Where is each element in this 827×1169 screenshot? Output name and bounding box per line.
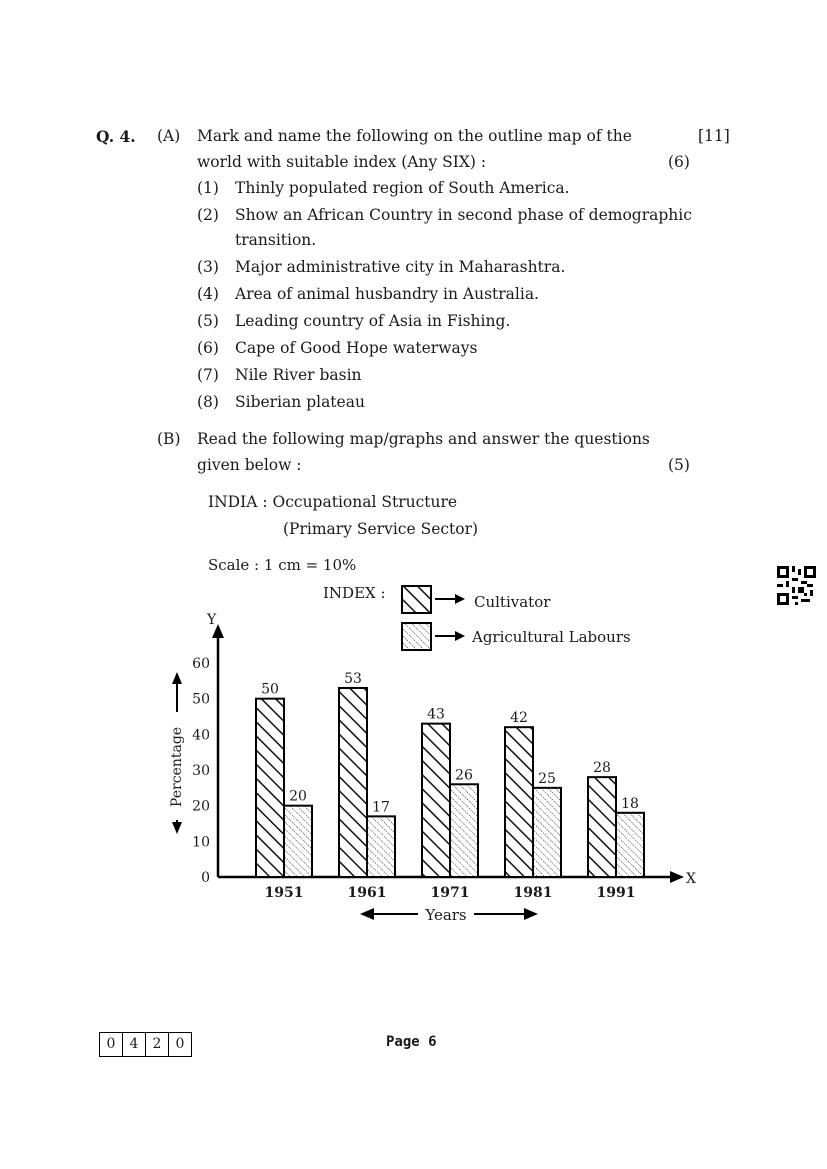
bar-value-label: 43 [427,706,445,723]
part-a-line2: world with suitable index (Any SIX) : [197,153,487,171]
bar-agricultural-labours-1961 [367,816,395,877]
x-label-arrow-right-head [524,908,538,920]
y-axis-letter: Y [207,612,217,628]
list-item-num: (6) [197,339,219,357]
list-item-text: Major administrative city in Maharashtra. [235,258,566,276]
bar-value-label: 42 [510,710,528,727]
list-item-text: Siberian plateau [235,393,365,411]
list-item-num: (4) [197,285,219,303]
bar-value-label: 25 [538,770,556,787]
x-tick-label: 1971 [430,885,470,901]
y-tick-label: 0 [201,870,210,886]
legend-swatch-cultivator [402,586,431,613]
y-label-arrow-down-head [172,822,182,834]
list-item-text: Thinly populated region of South America. [235,179,570,197]
x-tick-label: 1981 [513,885,553,901]
part-b-label: (B) [157,430,181,448]
legend-arrow-head [455,594,465,604]
bar-agricultural-labours-1981 [533,788,561,877]
list-item-num: (7) [197,366,219,384]
y-tick-label: 20 [192,798,210,815]
bar-value-label: 26 [455,767,473,784]
bar-agricultural-labours-1991 [616,813,644,877]
y-label-arrow-up-head [172,672,182,684]
y-axis-label: Percentage [169,726,185,808]
y-tick-label: 10 [192,834,210,851]
x-tick-label: 1951 [264,885,304,901]
paper-code-digit: 0 [168,1033,191,1056]
bar-value-label: 50 [261,681,279,698]
bar-value-label: 53 [344,670,362,687]
legend-index-label: INDEX : [323,584,386,602]
x-tick-labels [265,885,636,901]
paper-code-digit: 4 [122,1033,145,1056]
legend-arrow-head [455,631,465,641]
legend-swatch-agricultural-labours [402,623,431,650]
chart-subtitle: (Primary Service Sector) [283,520,479,538]
total-marks: [11] [698,127,730,145]
x-axis-label: Years [425,906,467,924]
part-a-label: (A) [157,127,181,145]
bar-value-label: 28 [593,760,611,777]
chart-title: INDIA : Occupational Structure [208,493,458,511]
bars [256,671,644,877]
part-a-marks: (6) [668,153,690,171]
x-label-arrow-left-head [360,908,374,920]
bar-value-label: 17 [372,799,390,816]
page-number: Page 6 [386,1034,437,1050]
x-axis-letter: X [686,871,696,887]
chart-scale-note: Scale : 1 cm = 10% [208,556,357,574]
bar-cultivator-1991 [588,777,616,877]
part-b-line2: given below : [197,456,302,474]
list-item-text: Cape of Good Hope waterways [235,339,478,357]
list-item-text: Leading country of Asia in Fishing. [235,312,511,330]
list-item-num: (3) [197,258,219,276]
y-tick-label: 40 [192,727,210,744]
x-tick-label: 1961 [347,885,387,901]
list-item-num: (1) [197,179,219,197]
bar-cultivator-1981 [505,727,533,877]
x-tick-label: 1991 [596,885,636,901]
y-tick-label: 50 [192,691,210,708]
bar-agricultural-labours-1951 [284,806,312,877]
y-tick-label: 30 [192,763,210,779]
part-a-line1: Mark and name the following on the outline map of the [197,127,632,145]
list-item-text: transition. [235,231,317,249]
bar-agricultural-labours-1971 [450,784,478,877]
paper-code-digit: 2 [145,1033,168,1056]
bar-value-label: 18 [621,795,639,812]
list-item-text: Show an African Country in second phase of demographic [235,206,692,224]
bar-cultivator-1961 [339,688,367,877]
legend-label-agricultural-labours: Agricultural Labours [472,628,631,646]
y-tick-labels [192,656,210,886]
bar-cultivator-1971 [422,724,450,877]
paper-code-box [99,1032,192,1057]
bar-value-label: 20 [289,788,307,805]
y-tick-label: 60 [192,656,210,672]
list-item-num: (5) [197,312,219,330]
x-axis-arrow [670,871,684,883]
list-item-num: (8) [197,393,219,411]
part-b-line1: Read the following map/graphs and answer the questions [197,430,650,448]
list-item-num: (2) [197,206,219,224]
question-number: Q. 4. [96,127,136,146]
legend-label-cultivator: Cultivator [474,593,551,611]
list-item-text: Area of animal husbandry in Australia. [235,285,539,303]
list-item-text: Nile River basin [235,366,362,384]
bar-cultivator-1951 [256,699,284,877]
paper-code-digit: 0 [106,1036,116,1052]
part-b-marks: (5) [668,456,690,474]
